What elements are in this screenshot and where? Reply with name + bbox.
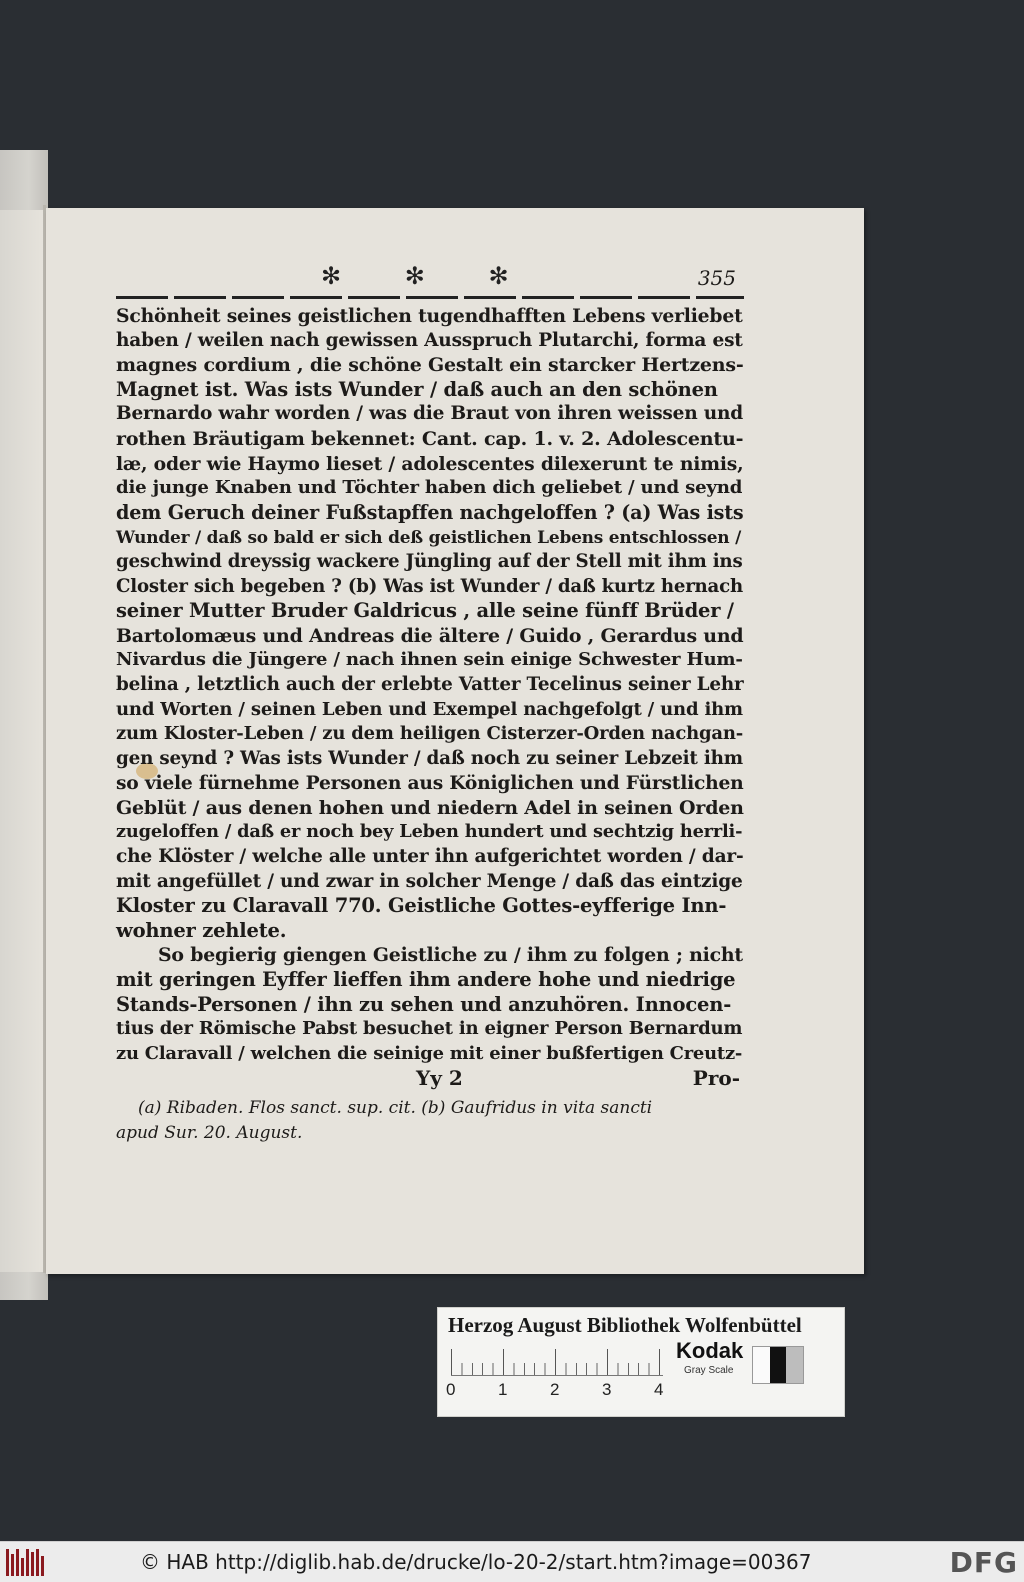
scale-label: 3 bbox=[602, 1380, 612, 1399]
underlying-page-edge bbox=[0, 210, 44, 1272]
text-line: die junge Knaben und Töchter haben dich geliebet / und seynd bbox=[116, 477, 743, 499]
text-line: so viele fürnehme Personen aus Königlichen und Fürstlichen bbox=[116, 772, 744, 795]
text-line: belina , letztlich auch der erlebte Vatter Tecelinus seiner Lehr bbox=[116, 673, 744, 695]
footnote-line: apud Sur. 20. August. bbox=[116, 1123, 303, 1144]
text-line: dem Geruch deiner Fußstapffen nachgeloffen ? (a) Was ists bbox=[116, 500, 744, 524]
footer-bar bbox=[0, 1541, 1024, 1582]
gray-scale-patches bbox=[752, 1346, 804, 1384]
page-content bbox=[116, 262, 744, 1146]
header-ornaments: ✻ ✻ ✻ bbox=[321, 262, 537, 290]
scale-tick bbox=[503, 1349, 504, 1375]
scale-label: 2 bbox=[550, 1380, 560, 1399]
body-text bbox=[116, 304, 744, 1066]
scale-label: 4 bbox=[654, 1380, 664, 1399]
scale-label: 1 bbox=[498, 1380, 508, 1399]
text-line: rothen Bräutigam bekennet: Cant. cap. 1. v. 2. Adolescentu- bbox=[116, 427, 744, 450]
page-number: 355 bbox=[697, 266, 736, 290]
text-line: mit angefüllet / und zwar in solcher Menge / daß das eintzige bbox=[116, 870, 743, 892]
scale-tick bbox=[451, 1349, 452, 1375]
scale-tick bbox=[555, 1349, 556, 1375]
signature-row bbox=[116, 1066, 744, 1092]
kodak-subtitle: Gray Scale bbox=[684, 1365, 734, 1376]
scale-ruler bbox=[451, 1349, 663, 1376]
credit-link[interactable]: © HAB http://diglib.hab.de/drucke/lo-20-2/start.htm?image=00367 bbox=[140, 1550, 812, 1574]
header-rule bbox=[116, 296, 744, 299]
page-header bbox=[116, 262, 744, 296]
text-line: zugeloffen / daß er noch bey Leben hundert und sechtzig herrli- bbox=[116, 821, 743, 843]
text-line: seiner Mutter Bruder Galdricus , alle seine fünff Brüder / bbox=[116, 599, 734, 623]
text-line: Bartolomæus und Andreas die ältere / Guido , Gerardus und bbox=[116, 624, 744, 647]
scale-tick bbox=[607, 1349, 608, 1375]
text-line: und Worten / seinen Leben und Exempel nachgefolgt / und ihm bbox=[116, 698, 743, 720]
text-line: tius der Römische Pabst besuchet in eigner Person Bernardum bbox=[116, 1018, 743, 1040]
scale-label: 0 bbox=[446, 1380, 456, 1399]
signature-mark: Yy 2 bbox=[416, 1066, 463, 1091]
footnote-line: (a) Ribaden. Flos sanct. sup. cit. (b) Gaufridus in vita sancti bbox=[138, 1098, 653, 1119]
text-line: Magnet ist. Was ists Wunder / daß auch an den schönen bbox=[116, 377, 718, 401]
book-page bbox=[46, 208, 864, 1274]
text-line: Kloster zu Claravall 770. Geistliche Gottes-eyfferige Inn- bbox=[116, 894, 727, 918]
text-line: zu Claravall / welchen die seinige mit einer bußfertigen Creutz- bbox=[116, 1042, 743, 1064]
dfg-logo: DFG bbox=[949, 1546, 1018, 1579]
text-line: mit geringen Eyffer lieffen ihm andere hohe und niedrige bbox=[116, 968, 736, 992]
library-label-card bbox=[437, 1307, 845, 1417]
scale-tick bbox=[659, 1349, 660, 1375]
text-line: Geblüt / aus denen hohen und niedern Adel in seinen Orden bbox=[116, 796, 744, 819]
text-line: Schönheit seines geistlichen tugendhafften Lebens verliebet bbox=[116, 305, 743, 327]
catchword: Pro- bbox=[692, 1066, 740, 1091]
text-line: Closter sich begeben ? (b) Was ist Wunder / daß kurtz hernach bbox=[116, 575, 743, 597]
text-line: gen seynd ? Was ists Wunder / daß noch zu seiner Lebzeit ihm bbox=[116, 747, 743, 769]
text-line: Nivardus die Jüngere / nach ihnen sein einige Schwester Hum- bbox=[116, 649, 743, 671]
text-line: læ, oder wie Haymo lieset / adolescentes dilexerunt te nimis, bbox=[116, 452, 744, 475]
text-line: magnes cordium , die schöne Gestalt ein starcker Hertzens- bbox=[116, 354, 744, 377]
text-line: che Klöster / welche alle unter ihn aufgerichtet worden / dar- bbox=[116, 846, 744, 868]
text-line: So begierig giengen Geistliche zu / ihm zu folgen ; nicht bbox=[158, 944, 743, 967]
footnotes bbox=[116, 1096, 744, 1146]
text-line: geschwind dreyssig wackere Jüngling auf der Stell mit ihm ins bbox=[116, 550, 743, 572]
text-line: Bernardo wahr worden / was die Braut von ihren weissen und bbox=[116, 403, 744, 425]
text-line: zum Kloster-Leben / zu dem heiligen Cisterzer-Orden nachgan- bbox=[116, 723, 744, 745]
kodak-brand: Kodak bbox=[676, 1338, 744, 1363]
hab-logo-icon bbox=[6, 1549, 46, 1576]
text-line: Wunder / daß so bald er sich deß geistlichen Lebens entschlossen / bbox=[116, 527, 742, 548]
text-line: haben / weilen nach gewissen Ausspruch Plutarchi, forma est bbox=[116, 329, 743, 351]
library-name: Herzog August Bibliothek Wolfenbüttel bbox=[448, 1313, 802, 1337]
text-line: wohner zehlete. bbox=[116, 918, 287, 942]
text-line: Stands-Personen / ihn zu sehen und anzuhören. Innocen- bbox=[116, 992, 732, 1016]
